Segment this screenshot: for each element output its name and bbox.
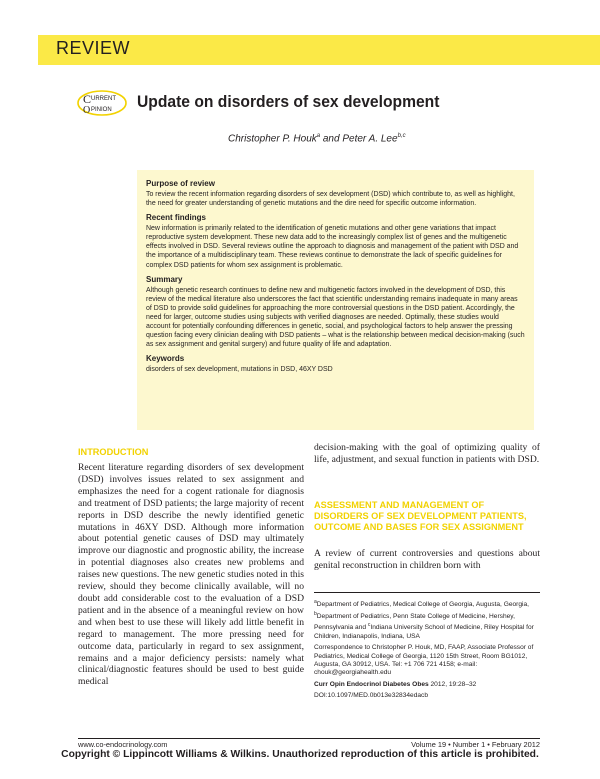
author-2-affiliation: b,c [397,133,406,139]
svg-text:C: C [83,92,92,106]
author-1: Christopher P. Houk [228,133,317,145]
abstract-box [137,170,534,430]
abstract-summary-heading: Summary [146,274,183,284]
article-title: Update on disorders of sex development [137,92,440,111]
affiliations: $^a$Department of Pediatrics, Medical College of Georgia, Augusta, Georgia, $^b$Department of Pediatrics, Penn State College of Medicine, Hershey, Pennsylvania and $^c$Indiana University School of Medicine, Riley Hospital for Children, Indianapolis, Indiana, USA [314,599,534,640]
abstract-findings-text: New information is primarily related to the identification of genetic mutations and other gene variations that impact reproductive system development. These new data add to the increasingly complex list of genes and the multigenetic effects involved in DSD. Several reviews outline the approach to diagnosis and management of the patient with DSD and the importance of a multidisciplinary team. These reviews continue to demonstrate the lack of specific guidelines for complex DSD patients for whom sex assignment is problematic. [146,223,519,269]
journal-website: www.co-endocrinology.com [78,740,168,749]
current-opinion-logo [76,89,128,117]
abstract-purpose-heading: Purpose of review [146,179,215,188]
journal-citation: Curr Opin Endocrinol Diabetes Obes 2012, 19:28–32 [314,680,477,688]
issue-info: Volume 19 • Number 1 • February 2012 [411,740,540,749]
abstract-findings-heading: Recent findings [146,213,207,223]
svg-text:O: O [83,105,91,116]
author-2: and Peter A. Lee [320,133,398,145]
introduction-text: Recent literature regarding disorders of sex development (DSD) involves issues related to sex assignment and emphasizes the need for a cogent rationale for diagnosis and treatment of DSD patients; the large majority of recent reports in DSD describe the newly identified genetic mutations in 46XY DSD. Although more information about potential genetic causes of DSD may ultimately improve our diagnostic and prognostic ability, the increase in potential diagnoses also creates new problems and raises new questions. The new genetic studies noted in this review, should they become clinically available, will no doubt add considerable cost to the evaluation of a DSD patient and in the absence of a meaningful review on how and when best to use these will likely add little benefit in regard to management. The more pressing need for outcome data, particularly in regard to sex assignment, remains and a major deficiency persists: namely what clinical/diagnostic features should be used to best guide medical [78,462,305,688]
assessment-text: A review of current controversies and questions about genital reconstruction in children born with [314,548,540,571]
logo-text-current: URRENT [91,96,116,102]
section-label: REVIEW [56,38,131,58]
abstract-purpose-text: To review the recent information regarding disorders of sex development (DSD) which contribute to, as well as highlight, the need for greater understanding of genetic mutations and the dire need for specific outcome information. [146,189,515,208]
introduction-continued-text: decision-making with the goal of optimizing quality of life, adjustment, and sexual function in patients with DSD. [314,442,540,465]
assessment-heading: ASSESSMENT AND MANAGEMENT OF DISORDERS OF SEX DEVELOPMENT PATIENTS, OUTCOME AND BASES FOR SEX ASSIGNMENT [314,500,527,532]
abstract-summary-text: Although genetic research continues to define new and multigenetic factors involved in the development of DSD, this review of the medical literature also underscores the fact that scientific understanding remains inadequate in many areas of DSD to provide solid guidelines for approaching the more controversial questions in the DSD patient. Accordingly, the need for larger, outcome studies using subjects with verified diagnoses are needed. Optimally, these studies would account for potentially confounding differences in genetic, social, and psychological factors to help answer the pressing question facing every clinician dealing with DSD patients – what is the relationship between medical decision-making (such as sex assignment and genital surgery) and future quality of life and adaptation. [146,284,525,349]
author-1-affiliation: a [316,133,321,139]
correspondence: Correspondence to Christopher P. Houk, MD, FAAP, Associate Professor of Pediatrics, Medical College of Georgia, 1120 15th Street, Room BG1012, Augusta, GA 30912, USA. Tel: +1 706 721 4158; e-mail: chouk@georgiahealth.edu [314,644,534,677]
author-list [228,133,406,144]
footer-divider [78,738,540,739]
introduction-heading: INTRODUCTION [78,447,149,457]
doi: DOI:10.1097/MED.0b013e32834edacb [314,692,429,700]
abstract-keywords-heading: Keywords [146,354,185,364]
logo-text-opinion: PINION [91,107,112,113]
footnotes [314,598,540,704]
copyright-notice: Copyright © Lippincott Williams & Wilkins. Unauthorized reproduction of this article is prohibited. [61,749,539,760]
footnote-divider [314,592,540,593]
abstract-keywords-text: disorders of sex development, mutations in DSD, 46XY DSD [146,364,333,374]
